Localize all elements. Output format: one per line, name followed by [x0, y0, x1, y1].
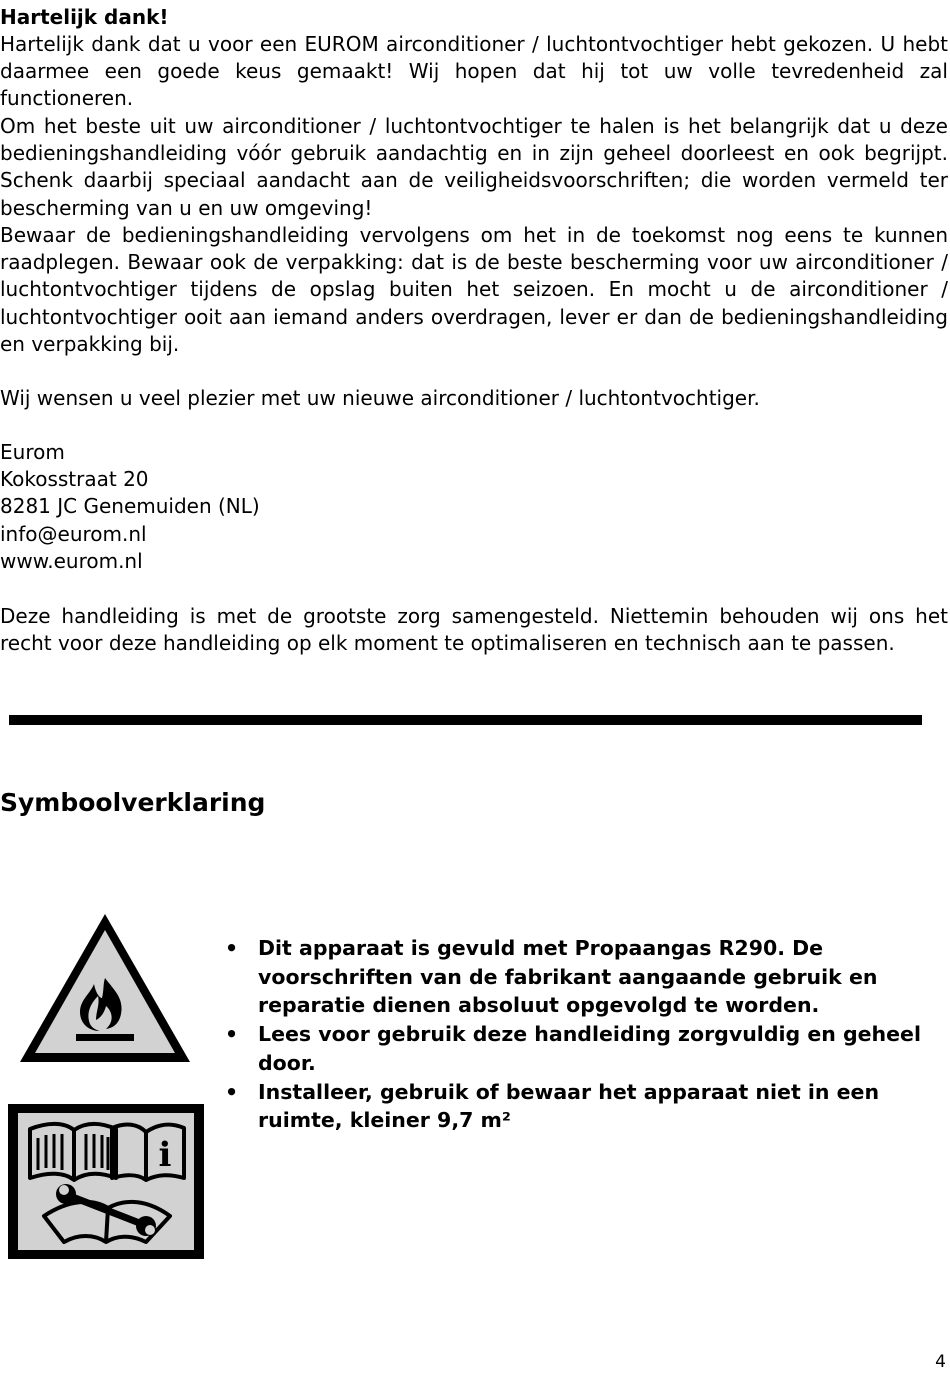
list-item-text: Lees voor gebruik deze handleiding zorgvuldig en geheel door. — [258, 1022, 921, 1075]
bullet-icon: • — [225, 1079, 239, 1104]
list-item — [222, 1078, 942, 1135]
section-divider — [9, 715, 922, 725]
bullet-icon: • — [225, 1022, 239, 1047]
intro-paragraph-2: Om het beste uit uw airconditioner / luchtontvochtiger te halen is het belangrijk dat u deze bedieningshandleiding vóór gebruik aandachtig en in zijn geheel doorleest en ook begrijpt. Schenk daarbij speciaal aandacht aan de veiligheidsvoorschriften; die worden vermeld ter bescherming van u en uw omgeving! — [0, 114, 948, 220]
read-manual-icon — [8, 1104, 204, 1259]
address-city: 8281 JC Genemuiden (NL) — [0, 494, 260, 519]
symbols-heading: Symboolverklaring — [0, 788, 266, 817]
flammable-warning-icon — [18, 910, 192, 1066]
address-email: info@eurom.nl — [0, 521, 147, 546]
address-street: Kokosstraat 20 — [0, 467, 149, 492]
intro-paragraph-3: Bewaar de bedieningshandleiding vervolgens om het in de toekomst nog eens te kunnen raadplegen. Bewaar ook de verpakking: dat is de beste bescherming voor uw airconditioner / luchtontvochtiger tijdens de opslag buiten het seizoen. En mocht u de airconditioner / luchtontvochtiger ooit aan iemand anders overdragen, lever er dan de bedieningshandleiding en verpakking bij. — [0, 223, 948, 356]
intro-heading: Hartelijk dank! — [0, 5, 169, 29]
list-item-text: Dit apparaat is gevuld met Propaangas R290. De voorschriften van de fabrikant aangaande gebruik en reparatie dienen absoluut opgevolgd te worden. — [258, 936, 878, 1018]
list-item — [222, 934, 942, 1020]
list-item — [222, 1020, 942, 1077]
page-number: 4 — [935, 1352, 946, 1372]
list-item-text: Installeer, gebruik of bewaar het apparaat niet in een ruimte, kleiner 9,7 m² — [258, 1079, 880, 1133]
bullet-icon: • — [225, 936, 239, 960]
symbol-notes-list — [222, 934, 942, 1135]
svg-text:i: i — [158, 1135, 172, 1175]
disclaimer: Deze handleiding is met de grootste zorg samengesteld. Niettemin behouden wij ons het recht voor deze handleiding op elk moment te optimaliseren en technisch aan te passen. — [0, 604, 948, 656]
address-block — [0, 439, 948, 575]
intro-paragraph-1: Hartelijk dank dat u voor een EUROM airconditioner / luchtontvochtiger hebt gekozen. U hebt daarmee een goede keus gemaakt! Wij hopen dat hij tot uw volle tevredenheid zal functioneren. — [0, 32, 948, 111]
address-website: www.eurom.nl — [0, 548, 143, 573]
address-company: Eurom — [0, 440, 65, 464]
intro-wish: Wij wensen u veel plezier met uw nieuwe airconditioner / luchtontvochtiger. — [0, 386, 760, 410]
